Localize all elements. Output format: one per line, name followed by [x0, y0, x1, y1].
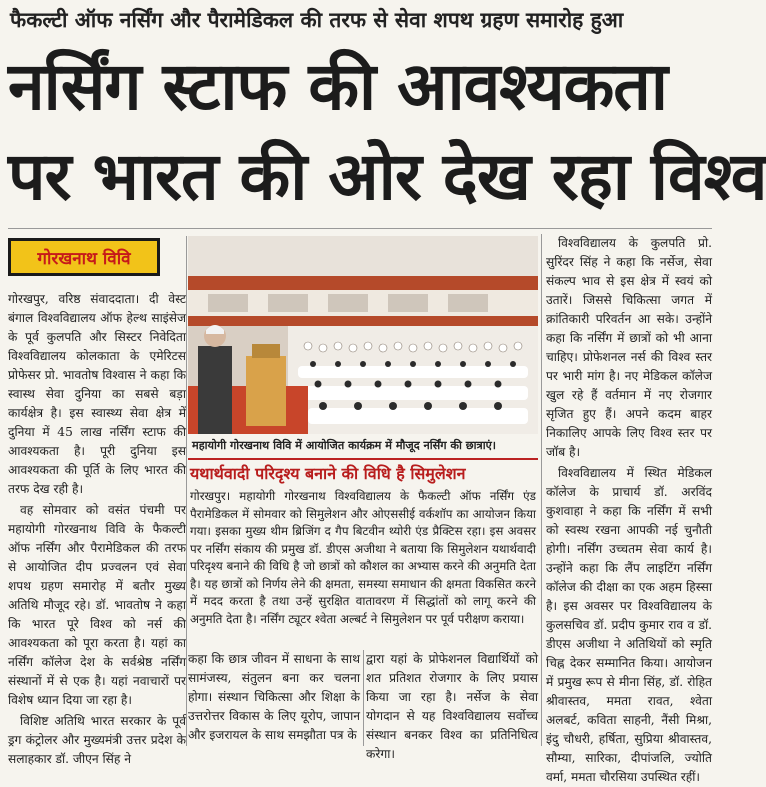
headline-line-2: पर भारत की ओर देख रहा विश्व [8, 138, 766, 215]
column-1-paragraph: विशिष्ट अतिथि भारत सरकार के पूर्व ड्रग कंट्रोलर और मुख्यमंत्री उत्तर प्रदेश के सलाहकार डॉ. जीएन सिंह ने [8, 714, 186, 766]
column-2-paragraph: कहा कि छात्र जीवन में साधना के साथ सामंजस्य, संतुलन बना कर चलना होगा। संस्थान चिकित्सा और शिक्षा के उत्तरोत्तर विकास के लिए यूरोप, जापान और इजरायल के साथ समझौता पत्र के [188, 652, 360, 742]
column-1-paragraph: गोरखपुर, वरिष्ठ संवाददाता। दी वेस्ट बंगाल विश्वविद्यालय ऑफ हेल्थ साइंसेज के पूर्व कुलपति और सिस्टर निवेदिता विश्वविद्यालय कोलकाता के एमेरिटस प्रोफेसर प्रो. भावतोष विश्वास ने कहा कि स्वास्थ सेवा दुनिया का सबसे बड़ा कार्यक्षेत्र है। इस स्वास्थ्य सेवा क्षेत्र में दुनिया में 45 लाख नर्सिंग स्टाफ की आवश्यकता है। पूरी दुनिया इस आवश्यकता की पूर्ति के लिए भारत की तरफ देख रही है। [8, 292, 186, 496]
column-2 [188, 650, 360, 746]
column-4 [546, 234, 712, 784]
column-4-paragraph: विश्वविद्यालय में स्थित मेडिकल कॉलेज के प्राचार्य डॉ. अरविंद कुशवाहा ने कहा कि नर्सिंग में सभी को स्वस्थ रखना आपकी नई चुनौती होगी। नर्सिंग उच्चतम सेवा कार्य है। उन्होंने कहा कि लैंप लाइटिंग नर्सिंग कॉलेज की दीक्षा का एक अहम हिस्सा है। इस अवसर पर विश्वविद्यालय के कुलसचिव डॉ. प्रदीप कुमार राव व डॉ. डीएस अजीथा ने अतिथियों को स्मृति चिह्न देकर सम्मानित किया। आयोजन में प्रमुख रूप से मीना सिंह, डॉ. रोहित श्रीवास्तव, ममता रावत, श्वेता अलबर्ट, कविता साहनी, नैंसी मिश्रा, इंदु चौधरी, हर्षिता, सुप्रिया श्रीवास्तव, सौम्या, सारिका, दीपांजलि, ज्योति वर्मा, ममता चौरसिया उपस्थित रहीं। [546, 466, 712, 784]
column-rule [186, 236, 187, 746]
subheadline: फैकल्टी ऑफ नर्सिंग और पैरामेडिकल की तरफ से सेवा शपथ ग्रहण समारोह हुआ [10, 8, 624, 32]
location-badge: गोरखनाथ विवि [8, 238, 160, 276]
column-4-paragraph: विश्वविद्यालय के कुलपति प्रो. सुरिंदर सिंह ने कहा कि नर्सेज, सेवा संकल्प भाव से इस क्षेत्र में स्वयं को उतारें। जिससे चिकित्सा जगत में क्रांतिकारी परिवर्तन आ सके। उन्होंने कहा कि नर्सिंग में छात्रों को भी आना चाहिए। प्रोफेशनल नर्स की विश्व स्तर पर भारी मांग है। नए मेडिकल कॉलेज खुल रहे हैं वर्तमान में नए रोजगार सृजित हुए हैं। अपने कदम बाहर निकालिए आपके लिए विश्व स्तर पर जॉब है। [546, 236, 712, 459]
headline-rule [8, 228, 712, 229]
column-3 [366, 650, 538, 761]
column-rule [541, 234, 542, 746]
simulation-box [188, 458, 538, 646]
column-3-paragraph: द्वारा यहां के प्रोफेशनल विद्यार्थियों को शत प्रतिशत रोजगार के लिए प्रयास किया जा रहा है। नर्सेज के सेवा योगदान से यह विश्वविद्यालय सर्वोच्च संस्थान बनकर विश्व का प्रतिनिधित्व करेगा। [366, 652, 538, 761]
simulation-box-heading: यथार्थवादी परिदृश्य बनाने की विधि है सिमुलेशन [190, 464, 466, 483]
photo-caption: महायोगी गोरखनाथ विवि में आयोजित कार्यक्रम में मौजूद नर्सिंग की छात्राएं। [192, 439, 497, 452]
column-rule [363, 650, 364, 746]
column-1-paragraph: वह सोमवार को वसंत पंचमी पर महायोगी गोरखनाथ विवि के फैकल्टी ऑफ नर्सिंग और पैरामेडिकल की तरफ से आयोजित दीप प्रज्वलन एवं सेवा शपथ ग्रहण समारोह में बतौर मुख्य अतिथि मौजूद रहे। डॉ. भावतोष ने कहा कि भारत पूरे विश्व को नर्स की आवश्यकता को पूरा करता है। यहां का नर्सिंग कॉलेज देश के सर्वश्रेष्ठ नर्सिंग संस्थानों में से एक है। यहां नवाचारों पर विशेष ध्यान दिया जा रहा है। [8, 503, 186, 707]
column-1 [8, 290, 186, 766]
event-photo [188, 236, 538, 434]
headline-line-1: नर्सिंग स्टाफ की आवश्यकता [8, 48, 668, 125]
event-photo-illustration [188, 236, 538, 434]
simulation-box-body: गोरखपुर। महायोगी गोरखनाथ विश्वविद्यालय के फैकल्टी ऑफ नर्सिंग एंड पैरामेडिकल में सोमवार को सिमुलेशन और ओएससीई वर्कशॉप का आयोजन किया गया। इसका मुख्य थीम ब्रिजिंग द गैप बिटवीन थ्योरी एंड प्रैक्टिस रहा। इस अवसर पर नर्सिंग संकाय की प्रमुख डॉ. डीएस अजीथा ने बताया कि सिमुलेशन यथार्थवादी परिदृश्य बनाने की विधि है जो छात्रों को कौशल का अभ्यास करने की अनुमति देता है। यह छात्रों को निर्णय लेने की क्षमता, समस्या समाधान की क्षमता विकसित करने में मदद करता है तथा उन्हें सुरक्षित वातावरण में सिद्धांतों को लागू करने की अनुमति देता है। नर्सिंग ट्यूटर श्वेता अल्बर्ट ने सिमुलेशन पर पूर्व परीक्षण कराया। [190, 489, 536, 626]
